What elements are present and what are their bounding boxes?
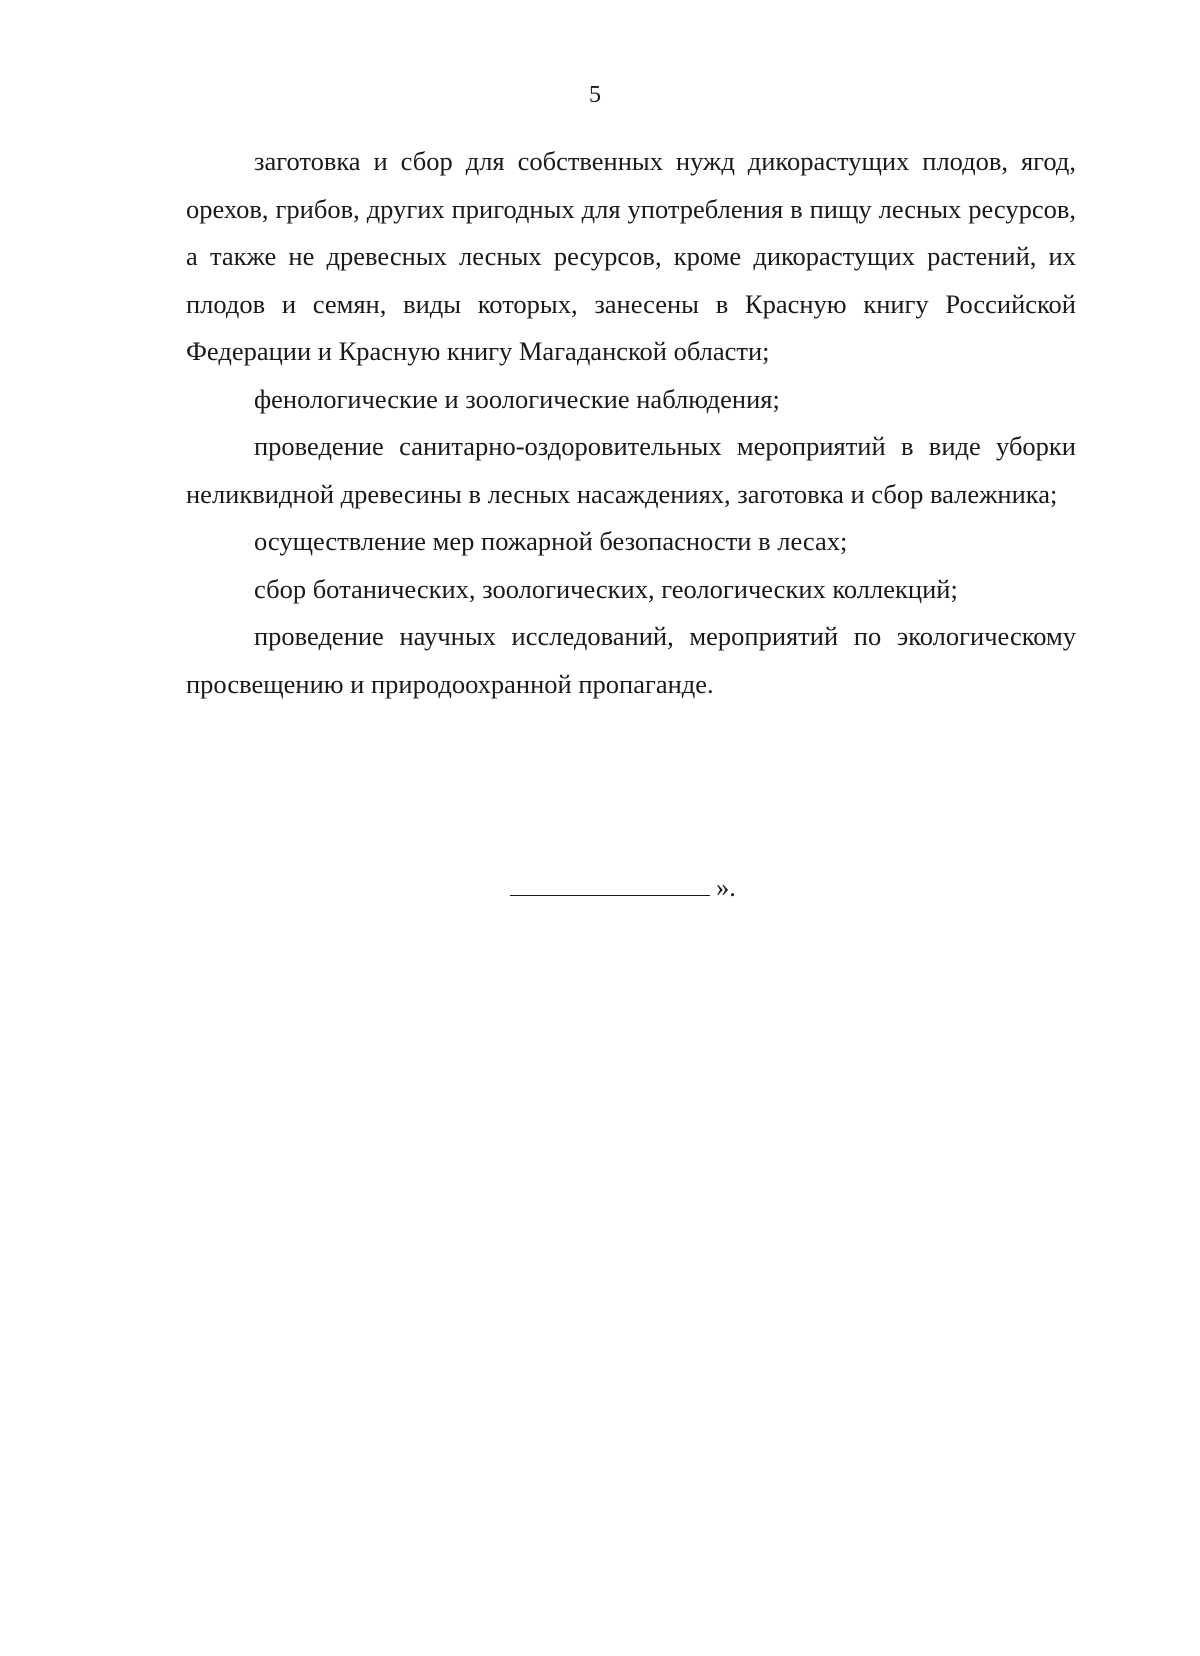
closing-quote: ».	[716, 872, 736, 902]
paragraph-harvesting: заготовка и сбор для собственных нужд дикорастущих плодов, ягод, орехов, грибов, других пригодных для употребления в пищу лесных ресурсов, а также не древесных лесных ресурсов, кроме дикорастущих растений, их плодов и семян, виды которых, занесены в Красную книгу Российской Федерации и Красную книгу Магаданской области;	[186, 146, 1076, 366]
paragraph-observations: фенологические и зоологические наблюдения;	[254, 383, 780, 414]
closing-mark	[510, 872, 736, 902]
page-number: 5	[589, 82, 601, 108]
paragraph-fire-safety: осуществление мер пожарной безопасности в лесах;	[254, 526, 848, 556]
document-body	[186, 138, 1076, 708]
paragraph-research: проведение научных исследований, мероприятий по экологическому просвещению и природоохранной пропаганде.	[186, 621, 1076, 699]
paragraph-sanitary-measures: проведение санитарно-оздоровительных мероприятий в виде уборки неликвидной древесины в лесных насаждениях, заготовка и сбор валежника;	[186, 431, 1076, 509]
paragraph-collections: сбор ботанических, зоологических, геологических коллекций;	[254, 573, 958, 604]
separator-line	[510, 875, 710, 896]
